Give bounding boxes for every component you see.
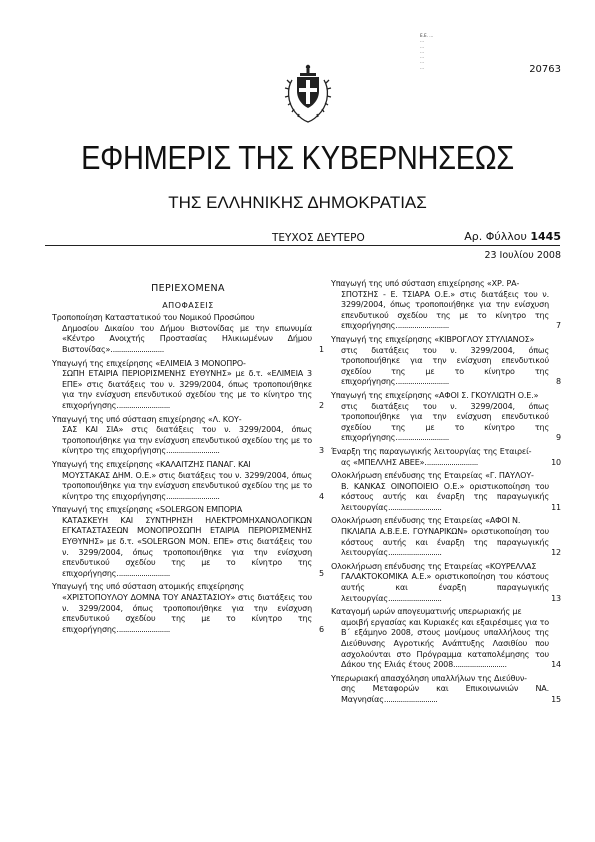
entry-text <box>331 447 549 468</box>
stamp-line: ... <box>420 38 424 44</box>
entry-leader-dots: ......................... <box>386 694 438 704</box>
entry-continuation-text: Δημοσίου Δικαίου του Δήμου Βιστονίδας με την επωνυμία «Κέντρο Ανοιχτής Προστασίας Ηλικιωμένων Δήμου Βιστονίδας». <box>62 323 312 354</box>
contents-entry <box>52 313 324 355</box>
entry-page-number: 1 <box>319 344 324 354</box>
entry-leader-dots: ......................... <box>390 548 442 558</box>
entry-leader-dots: ......................... <box>390 502 442 512</box>
entry-continuation <box>52 471 312 503</box>
entry-leader-dots: ......................... <box>397 433 449 443</box>
entry-page-number: 12 <box>551 548 561 558</box>
entry-text <box>52 313 312 355</box>
entry-page-number: 9 <box>556 433 561 443</box>
contents-entry <box>331 471 561 513</box>
contents-entry <box>52 505 324 579</box>
entry-page-number: 15 <box>551 694 561 704</box>
header-rule <box>45 245 560 246</box>
entry-continuation-text: ΣΑΣ ΚΑΙ ΣΙΑ» στις διατάξεις του ν. 3299/2004, όπως τροποποιήθηκε για την ενίσχυση επενδυτικού σχεδίου της με το κίνητρο της επιχορήγησης. <box>62 425 312 456</box>
entry-page-number: 7 <box>556 321 561 331</box>
entry-leader-dots: ......................... <box>118 568 170 578</box>
contents-list-right <box>331 279 561 706</box>
entry-first-line: Υπαγωγή της υπό σύσταση ατομικής επιχείρησης <box>52 582 244 592</box>
entry-continuation-text: ας «ΜΠΕΛΛΗΣ ΑΒΕΕ». <box>341 457 427 467</box>
entry-continuation-text: στις διατάξεις του ν. 3299/2004, όπως τροποποιήθηκε για την ενίσχυση επενδυτικού σχεδίου της με το κίνητρο της επιχορήγησης. <box>341 345 549 387</box>
entry-page-number: 10 <box>551 457 561 467</box>
entry-first-line: Υπαγωγή της υπό σύσταση επιχείρησης «Λ. ΚΟΥ- <box>52 414 242 424</box>
issue-label: ΤΕΥΧΟΣ ΔΕΥΤΕΡΟ <box>272 232 365 244</box>
entry-first-line: Έναρξη της παραγωγικής λειτουργίας της Εταιρεί- <box>331 446 532 456</box>
entry-text <box>331 516 549 558</box>
entry-leader-dots: ......................... <box>118 624 170 634</box>
sheet-label: Αρ. Φύλλου <box>464 230 527 243</box>
entry-text <box>52 415 312 457</box>
stamp-line: ... <box>420 48 424 54</box>
stamp-line: ... <box>420 59 424 65</box>
entry-continuation <box>331 458 549 469</box>
entry-leader-dots: ......................... <box>390 593 442 603</box>
stamp-line: ... <box>420 64 424 70</box>
stamp-line: Ε.Ε. ... <box>420 33 434 38</box>
entry-first-line: Ολοκλήρωση επένδυσης της Εταιρείας «Γ. ΠΑΥΛΟΥ- <box>331 471 534 481</box>
contents-entry <box>331 391 561 444</box>
entry-continuation <box>52 516 312 580</box>
entry-first-line: Υπαγωγή της επιχείρησης «ΚΙΒΡΟΓΛΟΥ ΣΤΥΛΙΑΝΟΣ» <box>331 334 535 344</box>
entry-continuation <box>331 684 549 705</box>
entry-first-line: Ολοκλήρωση επένδυσης της Εταιρείας «ΚΟΥΡΕΛΛΑΣ <box>331 561 537 571</box>
entry-text <box>331 335 549 388</box>
entry-continuation <box>52 324 312 356</box>
entry-continuation-text: ΣΩΠΗ ΕΤΑΙΡΙΑ ΠΕΡΙΟΡΙΣΜΕΝΗΣ ΕΥΘΥΝΗΣ» με δ.τ. «ΕΛΙΜΕΙΑ 3 ΕΠΕ» στις διατάξεις του ν. 3299/2004, όπως τροποποιήθηκε για την ενίσχυση επενδυτικού σχεδίου της με το κίνητρο της επιχορήγησης. <box>62 369 312 410</box>
contents-entry <box>331 674 561 706</box>
entry-page-number: 11 <box>551 502 561 512</box>
contents-heading: ΠΕΡΙΕΧΟΜΕΝΑ <box>151 283 225 294</box>
entry-first-line: Υπαγωγή της επιχείρησης «SOLERGON ΕΜΠΟΡΙΑ <box>52 505 243 515</box>
contents-entry <box>52 359 324 412</box>
entry-page-number: 6 <box>319 624 324 634</box>
entry-continuation-text: αμοιβή εργασίας και Κυριακές και εξαιρέσιμες για το Β΄ εξάμηνο 2008, στους μονίμους υπαλλήλους της Διεύθυνσης Αγροτικής Ανάπτυξης Λασιθίου που ασχολούνται στο Πρόγραμμα καταπολέμησης του Δάκου της Ελιάς έτους 2008. <box>341 617 549 670</box>
page-number: 20763 <box>529 64 561 75</box>
entry-leader-dots: ......................... <box>397 377 449 387</box>
contents-entry <box>331 335 561 388</box>
entry-first-line: Καταγομή ωρών απογευματινής υπερωριακής με <box>331 607 522 617</box>
section-heading: ΑΠΟΦΑΣΕΙΣ <box>162 300 214 310</box>
contents-list-left <box>52 313 324 635</box>
entry-leader-dots: ......................... <box>397 321 449 331</box>
entry-leader-dots: ......................... <box>112 344 164 354</box>
entry-continuation <box>331 346 549 388</box>
entry-continuation-text: σης Μεταφορών και Επικοινωνιών ΝΑ. Μαγνησίας. <box>341 684 549 704</box>
entry-text <box>331 674 549 706</box>
entry-first-line: Υπαγωγή της επιχείρησης «ΕΛΙΜΕΙΑ 3 ΜΟΝΟΠΡΟ- <box>52 358 246 368</box>
entry-continuation <box>52 425 312 457</box>
issue-date: 23 Ιουλίου 2008 <box>484 250 561 261</box>
entry-leader-dots: ......................... <box>118 400 170 410</box>
entry-first-line: Υπερωριακή απασχόληση υπαλλήλων της Διεύθυν- <box>331 673 527 683</box>
contents-entry <box>331 279 561 332</box>
entry-text <box>331 607 549 671</box>
entry-text <box>52 359 312 412</box>
entry-first-line: Υπαγωγή της επιχείρησης «ΑΦΟΙ Σ. ΓΚΟΥΛΙΩΤΗ Ο.Ε.» <box>331 390 539 400</box>
entry-text <box>331 471 549 513</box>
entry-text <box>331 279 549 332</box>
stamp-line: ... <box>420 43 424 49</box>
gazette-subtitle: ΤΗΣ ΕΛΛΗΝΙΚΗΣ ΔΗΜΟΚΡΑΤΙΑΣ <box>168 193 427 212</box>
entry-first-line: Υπαγωγή της υπό σύσταση επιχείρησης «ΧΡ. ΡΑ- <box>331 279 520 288</box>
entry-continuation-text: ΓΑΛΑΚΤΟΚΟΜΙΚΑ Α.Ε.» οριστικοποίηση του κόστους αυτής και έναρξη παραγωγικής λειτουργίας. <box>341 572 549 603</box>
entry-page-number: 5 <box>319 568 324 578</box>
entry-page-number: 3 <box>319 446 324 456</box>
distribution-stamp <box>420 33 500 70</box>
gazette-title: ΕΦΗΜΕΡΙΣ ΤΗΣ ΚΥΒΕΡΝΗΣΕΩΣ <box>81 140 514 178</box>
stamp-line: ... <box>420 54 424 60</box>
entry-text <box>52 505 312 579</box>
entry-first-line: Υπαγωγή της επιχείρησης «ΚΑΛΑΙΤΖΗΣ ΠΑΝΑΓ. ΚΑΙ <box>52 459 251 469</box>
entry-page-number: 13 <box>551 593 561 603</box>
entry-continuation <box>331 290 549 332</box>
entry-continuation <box>52 369 312 411</box>
entry-first-line: Ολοκλήρωση επένδυσης της Εταιρείας «ΑΦΟΙ Ν. <box>331 516 521 526</box>
entry-page-number: 4 <box>319 491 324 501</box>
greek-coat-of-arms-icon <box>283 60 333 124</box>
entry-continuation-text: ΣΠΟΤΣΗΣ - Ε. ΤΣΙΑΡΑ Ο.Ε.» στις διατάξεις του ν. 3299/2004, όπως τροποποιήθηκε για την ενίσχυση επενδυτικού σχεδίου της με το κίνητρο της επιχορήγησης. <box>341 289 549 331</box>
entry-leader-dots: ......................... <box>426 457 478 467</box>
entry-continuation-text: ΜΟΥΣΤΑΚΑΣ ΔΗΜ. Ο.Ε.» στις διατάξεις του ν. 3299/2004, όπως τροποποιήθηκε για την ενίσχυση επενδυτικού σχεδίου της με το κίνητρο της επιχορήγησης. <box>62 470 312 501</box>
entry-text <box>52 582 312 635</box>
entry-continuation <box>331 572 549 604</box>
contents-entry <box>331 516 561 558</box>
entry-continuation-text: «ΧΡΙΣΤΟΠΟΥΛΟΥ ΔΟΜΝΑ ΤΟΥ ΑΝΑΣΤΑΣΙΟΥ» στις διατάξεις του ν. 3299/2004, όπως τροποποιήθηκε για την ενίσχυση επενδυτικού σχεδίου της με το κίνητρο της επιχορήγησης. <box>62 593 312 634</box>
sheet-number <box>464 230 561 243</box>
contents-entry <box>331 562 561 604</box>
entry-continuation-text: ΚΑΤΑΣΚΕΥΗ ΚΑΙ ΣΥΝΤΗΡΗΣΗ ΗΛΕΚΤΡΟΜΗΧΑΝΟΛΟΓΙΚΩΝ ΕΓΚΑΤΑΣΤΑΣΕΩΝ ΜΟΝΟΠΡΟΣΩΠΗ ΕΤΑΙΡΙΑ ΠΕΡΙΟΡΙΣΜΕΝΗΣ ΕΥΘΥΝΗΣ» με δ.τ. «SOLERGON ΜΟΝ. ΕΠΕ» στις διατάξεις του ν. 3299/2004, όπως τροποποιήθηκε για την ενίσχυση επενδυτικού σχεδίου της με το κίνητρο της επιχορήγησης. <box>62 515 312 578</box>
entry-continuation-text: στις διατάξεις του ν. 3299/2004, όπως τροποποιήθηκε για την ενίσχυση επενδυτικού σχεδίου της με το κίνητρο της επιχορήγησης. <box>341 401 549 443</box>
entry-continuation <box>331 618 549 671</box>
sheet-value: 1445 <box>530 230 561 243</box>
contents-entry <box>52 582 324 635</box>
entry-text <box>331 562 549 604</box>
entry-first-line: Τροποποίηση Καταστατικού του Νομικού Προσώπου <box>52 313 255 323</box>
entry-continuation <box>52 593 312 635</box>
contents-entry <box>331 607 561 671</box>
contents-entry <box>331 447 561 468</box>
entry-continuation-text: Β. ΚΑΝΚΑΣ ΟΙΝΟΠΟΙΕΙΟ Ο.Ε.» οριστικοποίηση του κόστους αυτής και έναρξη της παραγωγικής λειτουργίας. <box>341 481 549 512</box>
contents-entry <box>52 415 324 457</box>
entry-leader-dots: ......................... <box>168 446 220 456</box>
entry-page-number: 14 <box>551 660 561 670</box>
entry-continuation <box>331 482 549 514</box>
entry-leader-dots: ......................... <box>455 660 507 670</box>
contents-left-column <box>52 284 324 638</box>
entry-continuation-text: ΠΚΛΙΑΠΑ Α.Β.Ε.Ε. ΓΟΥΝΑΡΙΚΩΝ» οριστικοποίηση του κόστους αυτής και έναρξη της παραγωγικής λειτουργίας. <box>341 527 549 558</box>
entry-page-number: 2 <box>319 400 324 410</box>
entry-continuation <box>331 527 549 559</box>
entry-page-number: 8 <box>556 377 561 387</box>
entry-leader-dots: ......................... <box>168 491 220 501</box>
contents-entry <box>52 460 324 502</box>
entry-continuation <box>331 402 549 444</box>
entry-text <box>52 460 312 502</box>
entry-text <box>331 391 549 444</box>
contents-right-column <box>331 279 561 709</box>
